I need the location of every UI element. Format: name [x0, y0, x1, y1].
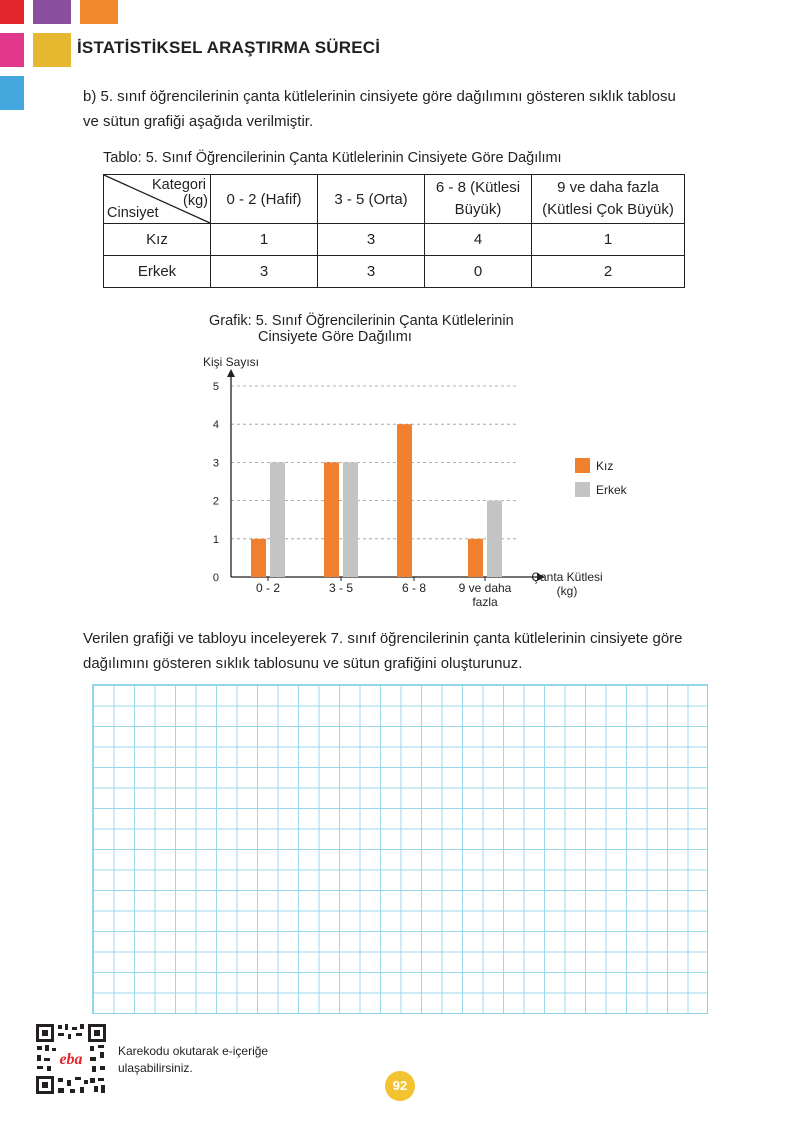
- deco-square-yellow: [33, 33, 71, 67]
- corner-label-kategori: Kategori: [151, 177, 206, 193]
- table-cell: 0: [425, 256, 532, 288]
- table-header-row: [104, 175, 685, 224]
- intro-line-1: b) 5. sınıf öğrencilerinin çanta kütlelerinin cinsiyete göre dağılımını gösteren sıklık tablosu: [83, 88, 676, 105]
- y-tick-label: 1: [212, 533, 219, 546]
- deco-square-pink: [0, 33, 24, 67]
- task-line-1: Verilen grafiği ve tabloyu inceleyerek 7. sınıf öğrencilerinin çanta kütlelerinin cinsiyete göre: [83, 630, 683, 647]
- table-caption: Tablo: 5. Sınıf Öğrencilerinin Çanta Kütlelerinin Cinsiyete Göre Dağılımı: [103, 150, 562, 166]
- eba-logo: eba: [59, 1051, 83, 1068]
- table-cell: 2: [532, 256, 685, 288]
- deco-square-purple: [33, 0, 71, 24]
- table-row-kiz: [104, 224, 685, 256]
- y-tick-label: 5: [212, 381, 219, 393]
- table-header-cell: 0 - 2 (Hafif): [211, 175, 318, 224]
- table-cell: 3: [211, 256, 318, 288]
- x-tick-label: 9 ve daha: [458, 581, 512, 595]
- y-tick-label: 3: [212, 457, 219, 470]
- y-axis-arrow: [227, 369, 235, 377]
- legend-label-kiz: Kız: [596, 459, 614, 473]
- page-number: 92: [385, 1071, 415, 1101]
- bar-kiz: [251, 539, 266, 577]
- chart-title: Grafik: 5. Sınıf Öğrencilerinin Çanta Kütlelerinin: [209, 313, 514, 329]
- y-axis-label: Kişi Sayısı: [203, 355, 260, 369]
- legend-swatch-erkek: [575, 482, 590, 497]
- x-axis-label: Çanta Kütlesi: [531, 570, 603, 584]
- intro-paragraph: [83, 84, 676, 134]
- bar-chart: [195, 305, 635, 615]
- table-cell: 3: [318, 256, 425, 288]
- table-row-erkek: [104, 256, 685, 288]
- deco-square-orange: [80, 0, 118, 24]
- grid-paper: [92, 684, 708, 1014]
- frequency-table: [103, 174, 685, 288]
- qr-caption: Karekodu okutarak e-içeriğe ulaşabilirsiniz.: [118, 1044, 269, 1075]
- x-tick-label: 3 - 5: [328, 581, 354, 595]
- intro-line-2: ve sütun grafiği aşağıda verilmiştir.: [83, 113, 314, 130]
- y-tick-label: 0: [212, 572, 219, 584]
- legend-swatch-kiz: [575, 458, 590, 473]
- x-tick-label: 0 - 2: [255, 581, 281, 595]
- table-cell: 3: [318, 224, 425, 256]
- qr-code[interactable]: [34, 1022, 108, 1096]
- table-header-cell: 9 ve daha fazla (Kütlesi Çok Büyük): [532, 175, 685, 224]
- bar-erkek: [343, 462, 358, 577]
- bar-kiz: [468, 539, 483, 577]
- task-paragraph: [83, 626, 683, 676]
- task-line-2: dağılımını gösteren sıklık tablosunu ve sütun grafiğini oluşturunuz.: [83, 655, 523, 672]
- table-header-cell: 6 - 8 (Kütlesi Büyük): [425, 175, 532, 224]
- bar-erkek: [487, 501, 502, 577]
- table-row-label: Erkek: [104, 256, 211, 288]
- table-cell: 1: [532, 224, 685, 256]
- x-tick-label: 6 - 8: [401, 581, 427, 595]
- x-axis-unit: (kg): [556, 584, 578, 598]
- bar-kiz: [397, 424, 412, 577]
- y-tick-label: 4: [212, 419, 219, 432]
- table-header-cell: 3 - 5 (Orta): [318, 175, 425, 224]
- x-tick-label: fazla: [472, 595, 498, 609]
- deco-square-red: [0, 0, 24, 24]
- bar-erkek: [270, 462, 285, 577]
- deco-square-blue: [0, 76, 24, 110]
- table-cell: 4: [425, 224, 532, 256]
- legend-label-erkek: Erkek: [596, 483, 627, 497]
- bar-kiz: [324, 462, 339, 577]
- table-corner-cell: [104, 175, 211, 224]
- table-cell: 1: [211, 224, 318, 256]
- section-heading: İSTATİSTİKSEL ARAŞTIRMA SÜRECİ: [77, 38, 381, 57]
- chart-subtitle: Cinsiyete Göre Dağılımı: [258, 329, 412, 345]
- corner-label-unit: (kg): [183, 193, 208, 209]
- corner-label-cinsiyet: Cinsiyet: [107, 205, 159, 221]
- table-row-label: Kız: [104, 224, 211, 256]
- y-tick-label: 2: [212, 495, 219, 508]
